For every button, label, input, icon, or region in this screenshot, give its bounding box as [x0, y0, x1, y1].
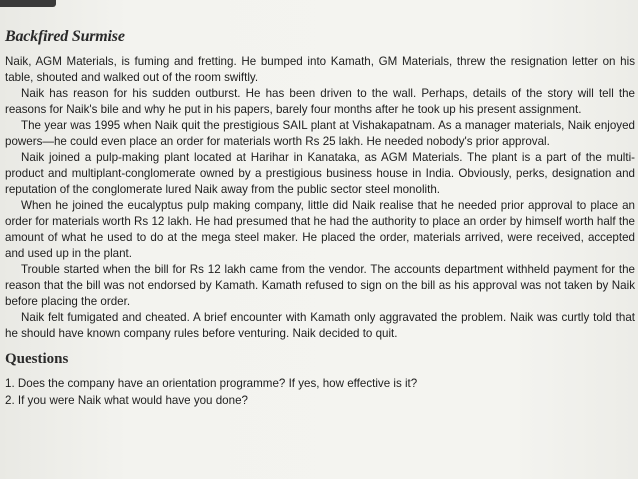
header-tab	[0, 0, 56, 7]
paragraph-5: When he joined the eucalyptus pulp making company, little did Naik realise that he needed prior approval to place an order for materials worth Rs 12 lakh. He had presumed that he had the authority to place an order by himself worth half the amount of what he used to do at the mega steel maker. He placed the order, materials arrived, were received, accepted and used up in the plant.	[5, 199, 635, 260]
paragraph-1: Naik, AGM Materials, is fuming and fretting. He bumped into Kamath, GM Materials, threw the resignation letter on his table, shouted and walked out of the room swiftly.	[5, 55, 635, 84]
question-2: 2. If you were Naik what would have you done?	[5, 394, 248, 407]
paragraph-4: Naik joined a pulp-making plant located at Harihar in Kanataka, as AGM Materials. The plant is a part of the multi-product and multiplant-conglomerate owned by a prestigious business house in India. Obviously, perks, designation and reputation of the conglomerate lured Naik away from the public sector steel monolith.	[5, 151, 635, 196]
paragraph-2: Naik has reason for his sudden outburst. He has been driven to the wall. Perhaps, details of the story will tell the reasons for Naik's bile and why he put in his papers, barely four months after he took up his present assignment.	[5, 87, 635, 116]
paragraph-3: The year was 1995 when Naik quit the prestigious SAIL plant at Vishakapatnam. As a manager materials, Naik enjoyed powers—he could even place an order for materials worth Rs 25 lakh. He needed nobody's prior approval.	[5, 119, 635, 148]
paragraph-7: Naik felt fumigated and cheated. A brief encounter with Kamath only aggravated the problem. Naik was curtly told that he should have known company rules before venturing. Naik decided to quit.	[5, 311, 635, 340]
case-title: Backfired Surmise	[5, 28, 125, 45]
case-study	[5, 28, 635, 409]
questions-title: Questions	[5, 351, 69, 367]
paragraph-6: Trouble started when the bill for Rs 12 lakh came from the vendor. The accounts department withheld payment for the reason that the bill was not endorsed by Kamath. Kamath refused to sign on the bill as his approval was not taken by Naik before placing the order.	[5, 263, 635, 308]
question-1: 1. Does the company have an orientation programme? If yes, how effective is it?	[5, 377, 418, 390]
